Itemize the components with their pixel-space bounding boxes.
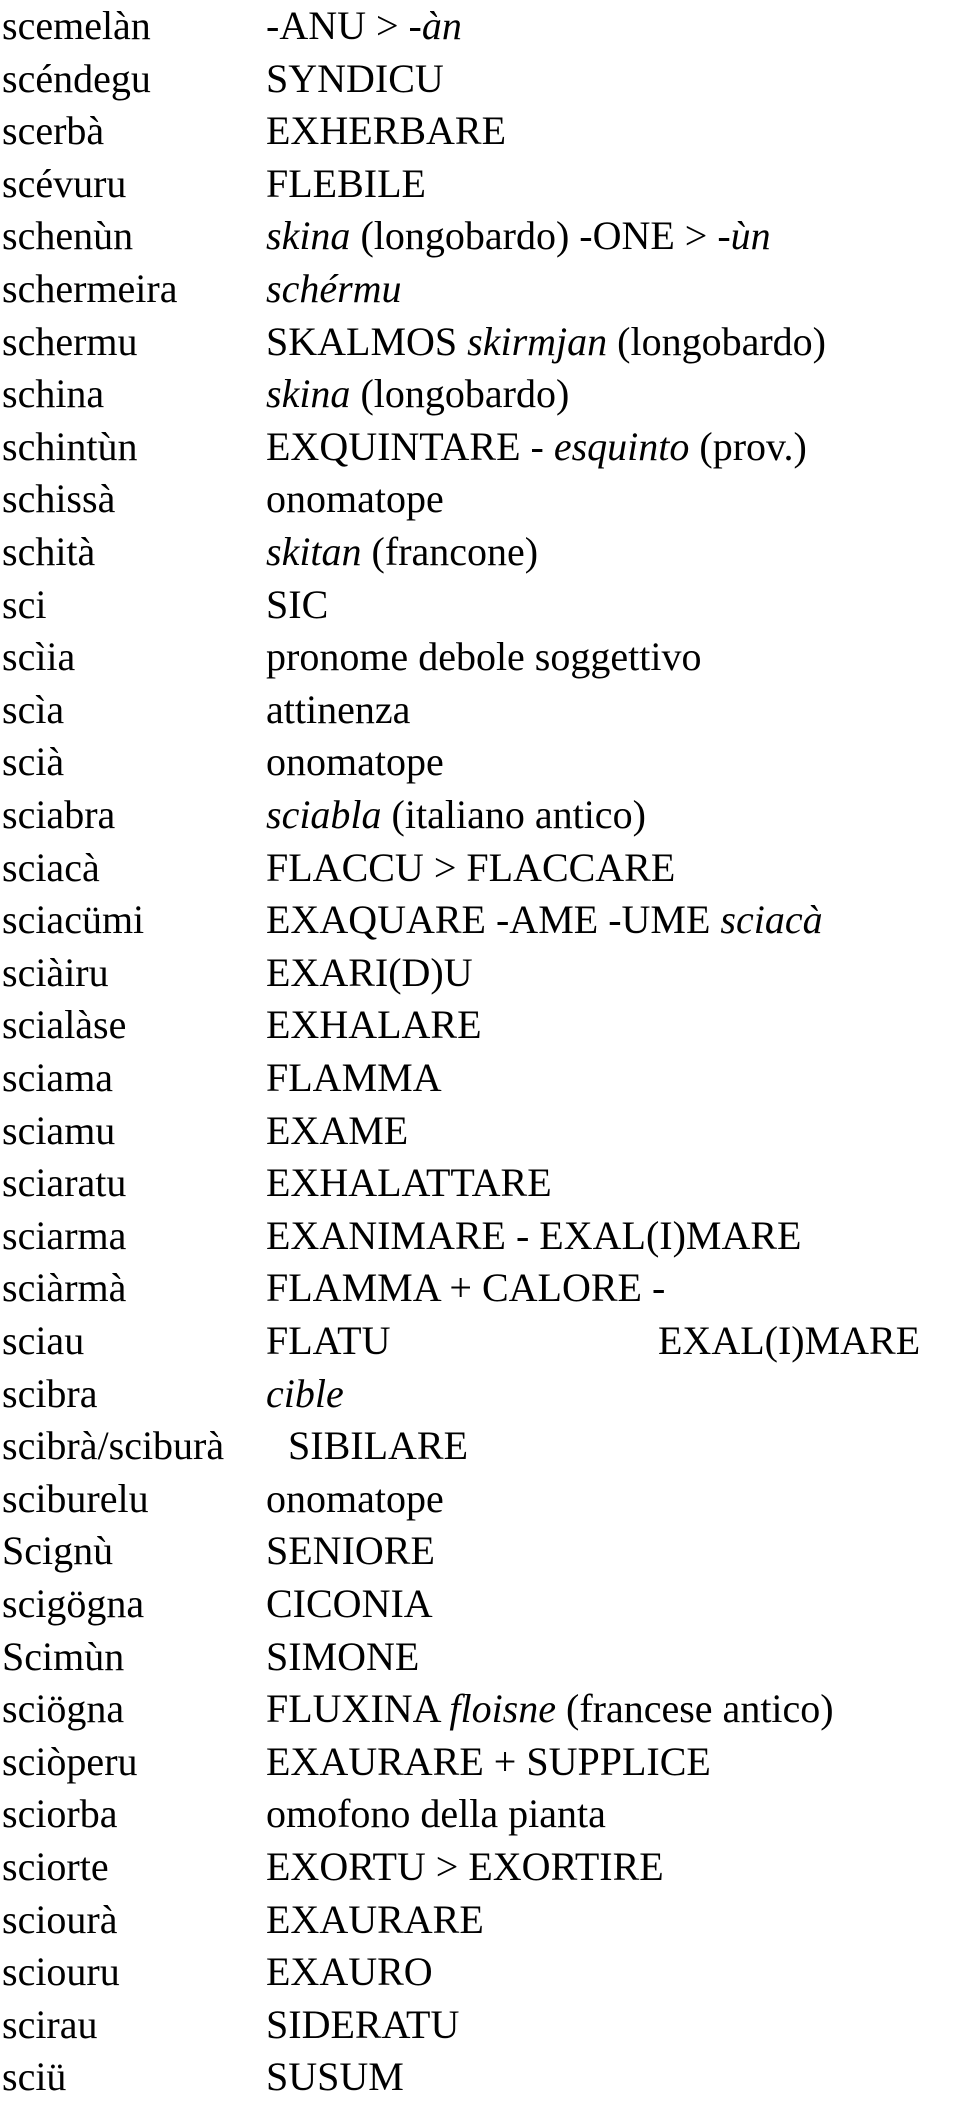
entry-etymology [266,1052,442,1104]
etymology-italic-text: skitan [266,529,362,574]
entry-headword: sciacà [2,844,100,890]
etymology-text: CICONIA [266,1581,433,1626]
dictionary-entry [0,1315,970,1367]
etymology-text: (longobardo) -ONE > [350,213,718,259]
dictionary-entry [0,947,970,999]
dictionary-entry [0,684,970,736]
etymology-text: (italiano antico) [381,792,646,837]
entry-headword: schità [2,529,96,574]
entry-etymology [266,1683,834,1735]
etymology-text: EXAURARE [266,1896,484,1942]
etymology-text: SENIORE [266,1528,435,1574]
etymology-text: EXAQUARE -AME -UME [266,897,721,943]
entry-etymology [266,210,771,262]
etymology-text: (francone) [361,529,539,574]
etymology-text: EXAURARE + SUPPLICE [266,1738,711,1784]
dictionary-entry [0,579,970,631]
entry-etymology [266,105,506,157]
etymology-text: onomatope [266,476,444,522]
dictionary-entry [0,263,970,315]
dictionary-entry [0,1946,970,1998]
entry-headword: Scimùn [2,1633,125,1679]
entry-etymology [266,842,675,894]
dictionary-entry [0,1683,970,1735]
dictionary-entry [0,2051,970,2103]
entry-headword: schintùn [2,423,138,469]
etymology-text: FLACCU > FLACCARE [266,844,676,890]
etymology-text: SYNDICU [266,55,444,101]
entry-etymology [266,1525,435,1577]
entry-etymology [266,263,402,315]
etymology-italic-text: floisne [449,1686,557,1732]
etymology-text: omofono della pianta [266,1791,606,1837]
etymology-text: EXHALATTARE [266,1160,552,1206]
dictionary-entry [0,631,970,683]
dictionary-entry [0,105,970,157]
etymology-italic-text: skina [266,371,351,417]
dictionary-entry [0,316,970,368]
etymology-text: FLAMMA [266,1055,442,1100]
etymology-text: pronome debole soggettivo [266,634,702,680]
entry-etymology [266,789,646,841]
etymology-text: EXHERBARE [266,108,506,154]
entry-headword: scirau [2,2001,98,2047]
dictionary-entry [0,210,970,262]
entry-etymology [266,316,826,368]
dictionary-entry [0,1052,970,1104]
entry-etymology-continuation: EXAL(I)MARE [658,1318,921,1363]
dictionary-entry [0,1420,970,1472]
entry-headword: schissà [2,476,116,522]
entry-headword: sciòperu [2,1738,138,1784]
entry-etymology [266,631,701,683]
entry-etymology [266,53,444,105]
dictionary-entry [0,526,970,578]
entry-headword: sciü [2,2054,67,2100]
entry-headword: schermeira [2,266,178,311]
etymology-text: FLATU [266,1318,391,1363]
dictionary-entry [0,1578,970,1630]
etymology-text: -ANU > [266,3,409,48]
dictionary-entry [0,1788,970,1840]
dictionary-entry [0,1631,970,1683]
dictionary-entry [0,1157,970,1209]
dictionary-entry [0,421,970,473]
entry-headword: sciouru [2,1949,120,1995]
entry-etymology [266,1841,664,1893]
dictionary-entry [0,1473,970,1525]
dictionary-entry [0,53,970,105]
entry-headword: sciàiru [2,949,109,995]
etymology-text: FLAMMA + CALORE - [266,1265,666,1311]
etymology-italic-text: -ùn [717,213,771,259]
dictionary-entry [0,736,970,788]
dictionary-entry [0,1210,970,1262]
etymology-text: onomatope [266,1475,444,1521]
etymology-text: onomatope [266,739,444,785]
etymology-italic-text: sciacà [720,897,823,943]
dictionary-entry [0,789,970,841]
etymology-text: EXORTU > EXORTIRE [266,1844,664,1889]
etymology-italic-text: schérmu [266,266,402,311]
entry-headword: scigögna [2,1581,145,1626]
dictionary-entry [0,473,970,525]
entry-etymology [266,894,823,946]
etymology-text: (longobardo) [607,318,826,364]
entry-etymology [266,1157,552,1209]
entry-headword: scerbà [2,108,105,154]
entry-etymology [266,2051,404,2103]
etymology-text: EXAURO [266,1949,433,1995]
etymology-italic-text: sciabla [266,792,382,837]
entry-etymology [266,999,482,1051]
entry-etymology [266,1999,459,2051]
etymology-text: SKALMOS [266,318,468,364]
etymology-text: SIBILARE [288,1423,468,1469]
entry-headword: sciarma [2,1212,127,1258]
entry-headword: scialàse [2,1002,127,1048]
entry-etymology [266,1105,408,1157]
entry-etymology [266,1631,419,1683]
entry-headword: sciamu [2,1107,116,1153]
entry-etymology [266,368,569,420]
etymology-text: SIDERATU [266,2001,460,2047]
etymology-text: (francese antico) [556,1686,834,1732]
entry-headword: sciacümi [2,897,145,943]
etymology-italic-text: skina [266,213,351,259]
entry-etymology [266,1736,711,1788]
etymology-italic-text: cible [266,1370,344,1416]
entry-headword: scibra [2,1370,98,1416]
etymology-text: EXQUINTARE - [266,423,554,469]
dictionary-entry [0,0,970,52]
entry-etymology [266,579,328,631]
etymology-text: SUSUM [266,2054,404,2100]
entry-headword: scemelàn [2,3,151,48]
entry-headword: sciau [2,1318,85,1363]
entry-etymology [266,1578,433,1630]
etymology-text: FLUXINA [266,1686,450,1732]
entry-headword: schermu [2,318,138,364]
entry-etymology [266,1210,801,1262]
entry-headword: sciburelu [2,1475,149,1521]
entry-etymology [266,1473,444,1525]
entry-etymology [266,1788,606,1840]
entry-etymology [266,0,462,52]
etymology-text: FLEBILE [266,160,426,206]
etymology-italic-text: -àn [408,3,462,48]
dictionary-entry [0,368,970,420]
etymology-text: SIMONE [266,1633,420,1679]
entry-etymology [266,473,444,525]
entry-headword: sciabra [2,792,116,837]
entry-etymology [266,1315,390,1367]
entry-headword: sciorba [2,1791,118,1837]
entry-headword: sciaratu [2,1160,127,1206]
entry-etymology [266,158,426,210]
entry-headword: sciourà [2,1896,118,1942]
entry-headword: sciama [2,1055,114,1100]
etymology-text: EXHALARE [266,1002,482,1048]
entry-etymology [288,1420,468,1472]
dictionary-entry [0,1262,970,1314]
entry-headword: schenùn [2,213,134,259]
dictionary-entry [0,1999,970,2051]
entry-headword: sciàrmà [2,1265,127,1311]
dictionary-entry [0,1105,970,1157]
etymology-text: (prov.) [689,423,807,469]
dictionary-entry [0,999,970,1051]
dictionary-entry [0,1894,970,1946]
etymology-italic-text: skirmjan [467,318,608,364]
etymology-text: (longobardo) [350,371,570,417]
entry-headword: sciögna [2,1686,125,1732]
etymology-italic-text: esquinto [553,423,690,469]
entry-etymology [266,684,410,736]
dictionary-entry [0,1736,970,1788]
etymology-text: SIC [266,581,329,627]
entry-headword: scìa [2,686,65,732]
entry-headword: Scignù [2,1528,114,1574]
entry-headword: scià [2,739,65,785]
dictionary-entry [0,1841,970,1893]
entry-etymology [266,1368,344,1420]
dictionary-entry [0,158,970,210]
dictionary-entry [0,894,970,946]
entry-headword: scibrà/sciburà [2,1423,225,1469]
entry-headword: schina [2,371,105,417]
dictionary-entry [0,1525,970,1577]
entry-headword: scéndegu [2,55,151,101]
entry-headword: sciorte [2,1844,109,1889]
etymology-text: attinenza [266,686,411,732]
entry-etymology [266,526,538,578]
entry-headword: scìia [2,634,76,680]
entry-etymology [266,947,473,999]
entry-headword: scévuru [2,160,127,206]
entry-etymology [266,1946,433,1998]
entry-etymology [266,736,444,788]
etymology-text: EXANIMARE - EXAL(I)MARE [266,1212,802,1258]
etymology-text: EXARI(D)U [266,949,473,995]
etymology-text: EXAME [266,1107,409,1153]
entry-etymology [266,421,807,473]
dictionary-entry [0,1368,970,1420]
entry-etymology [266,1894,484,1946]
entry-headword: sci [2,581,47,627]
entry-etymology [266,1262,665,1314]
dictionary-entry [0,842,970,894]
